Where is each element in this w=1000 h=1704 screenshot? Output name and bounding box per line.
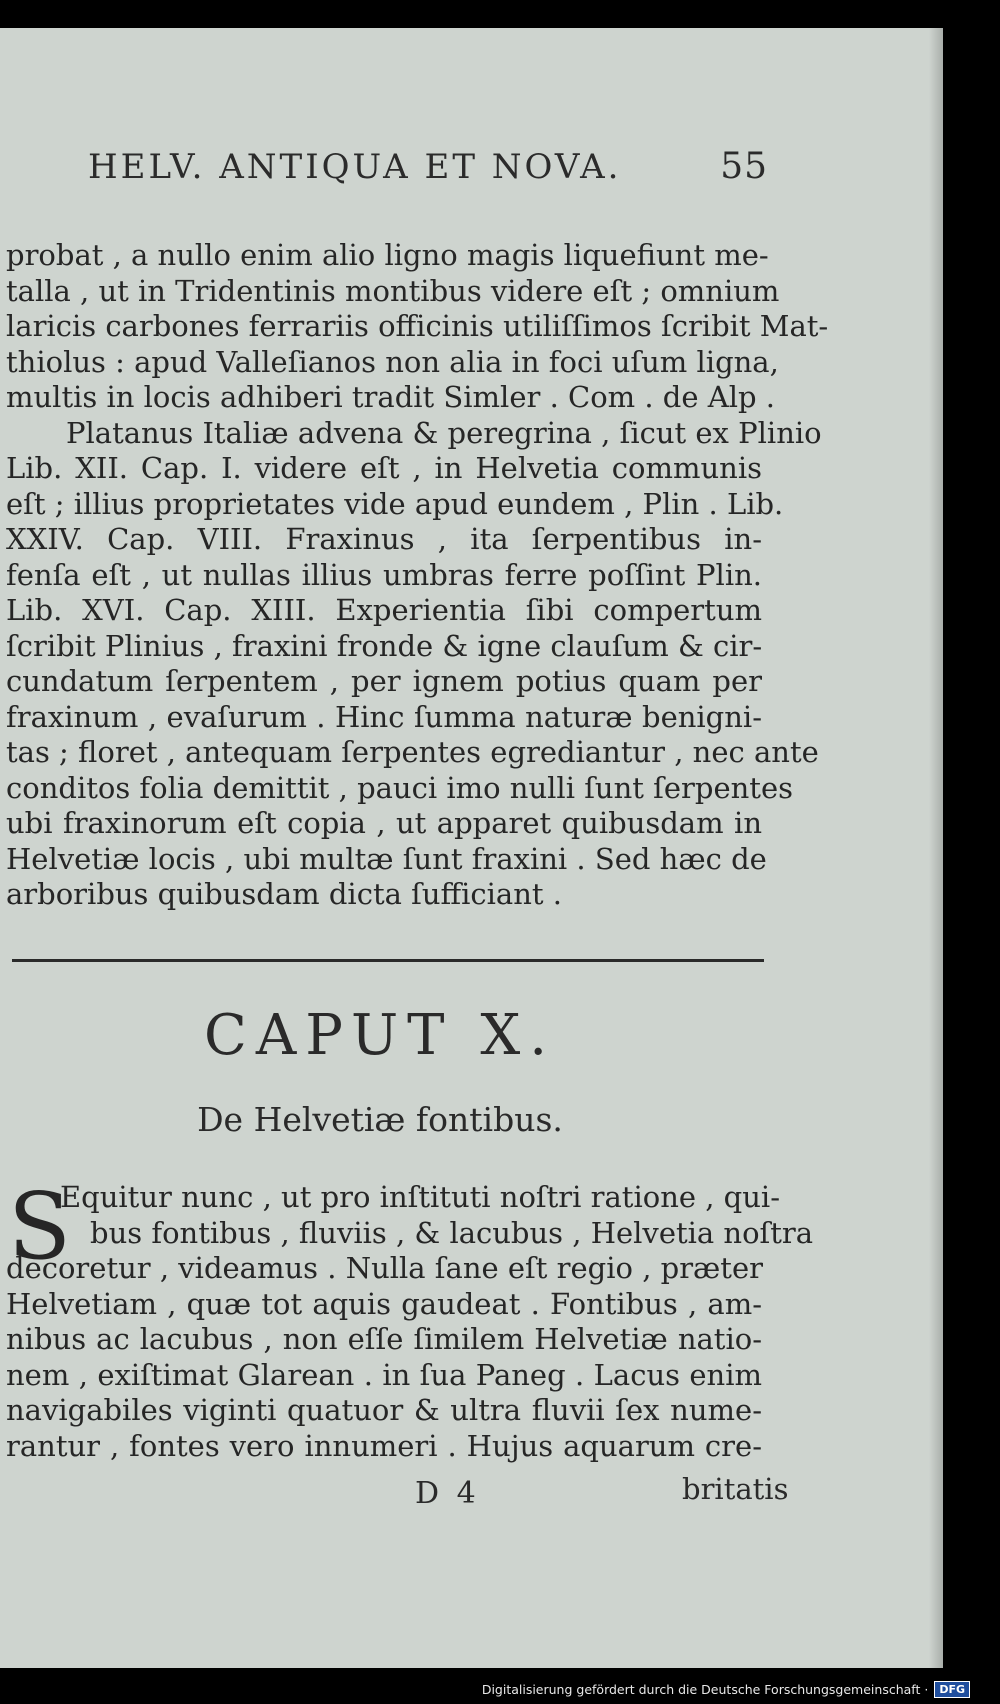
text-line: Lib. XII. Cap. I. videre eſt , in Helvetia communis	[6, 451, 762, 485]
text-line: nibus ac lacubus , non eſſe ſimilem Helvetiæ natio-	[6, 1322, 762, 1356]
text-line: bus fontibus , fluviis , & lacubus , Helvetia noſtra	[90, 1215, 814, 1250]
text-line: probat , a nullo enim alio ligno magis liquefiunt me-	[6, 238, 769, 272]
text-line: arboribus quibusdam dicta ſufficiant .	[6, 877, 562, 911]
signature-mark: D 4	[415, 1476, 480, 1511]
drop-cap: S	[8, 1173, 72, 1280]
text-line: Platanus Italiæ advena & peregrina , ſicut ex Plinio	[66, 415, 822, 450]
page-number: 55	[720, 146, 768, 187]
chapter-paragraph	[6, 1173, 814, 1464]
text-line: multis in locis adhiberi tradit Simler . Com . de Alp .	[6, 380, 775, 414]
catchword: britatis	[682, 1472, 789, 1506]
text-line: navigabiles viginti quatuor & ultra fluvii ſex nume-	[6, 1393, 762, 1427]
running-head-title: HELV. ANTIQUA ET NOVA.	[88, 147, 622, 187]
running-head	[88, 146, 768, 187]
text-line: fenſa eſt , ut nullas illius umbras ferre poſſint Plin.	[6, 557, 762, 592]
text-line: thiolus : apud Valleſianos non alia in foci uſum ligna,	[6, 344, 779, 379]
text-line: laricis carbones ferrariis officinis utiliſſimos ſcribit Mat-	[6, 309, 829, 343]
text-line: Equitur nunc , ut pro inſtituti noſtri ratione , qui-	[60, 1180, 781, 1214]
text-line: ubi fraxinorum eſt copia , ut apparet quibusdam in	[6, 806, 762, 840]
top-paragraphs	[6, 238, 829, 913]
text-line: Lib. XVI. Cap. XIII. Experientia ſibi compertum	[6, 593, 762, 627]
digitization-footer	[482, 1681, 970, 1698]
text-line: XXIV. Cap. VIII. Fraxinus , ita ſerpentibus in-	[6, 522, 762, 556]
text-line: ſcribit Plinius , fraxini fronde & igne clauſum & cir-	[6, 628, 763, 663]
text-line: Helvetiam , quæ tot aquis gaudeat . Fontibus , am-	[6, 1286, 762, 1321]
text-line: tas ; floret , antequam ſerpentes egrediantur , nec ante	[6, 735, 819, 769]
text-line: Helvetiæ locis , ubi multæ ſunt fraxini . Sed hæc de	[6, 841, 767, 876]
chapter-title: CAPUT X.	[204, 1003, 556, 1068]
footer-text: Digitalisierung gefördert durch die Deutsche Forschungsgemeinschaft ·	[481, 1682, 929, 1697]
text-line: conditos folia demittit , pauci imo nulli ſunt ſerpentes	[6, 770, 794, 805]
book-page	[0, 28, 943, 1668]
chapter-subtitle: De Helvetiæ fontibus.	[197, 1100, 563, 1139]
chapter-divider-rule	[12, 959, 764, 962]
text-line: eſt ; illius proprietates vide apud eundem , Plin . Lib.	[6, 486, 784, 521]
text-line: fraxinum , evaſurum . Hinc ſumma naturæ benigni-	[6, 699, 762, 734]
text-line: cundatum ſerpentem , per ignem potius quam per	[6, 664, 762, 698]
text-line: rantur , fontes vero innumeri . Hujus aquarum cre-	[6, 1428, 762, 1463]
text-line: nem , exiſtimat Glarean . in ſua Paneg . Lacus enim	[6, 1357, 762, 1392]
dfg-logo: DFG	[934, 1681, 970, 1698]
text-line: decoretur , videamus . Nulla ſane eſt regio , præter	[6, 1251, 763, 1285]
text-line: talla , ut in Tridentinis montibus videre eſt ; omnium	[6, 273, 780, 308]
page-edge-shadow	[929, 28, 943, 1668]
